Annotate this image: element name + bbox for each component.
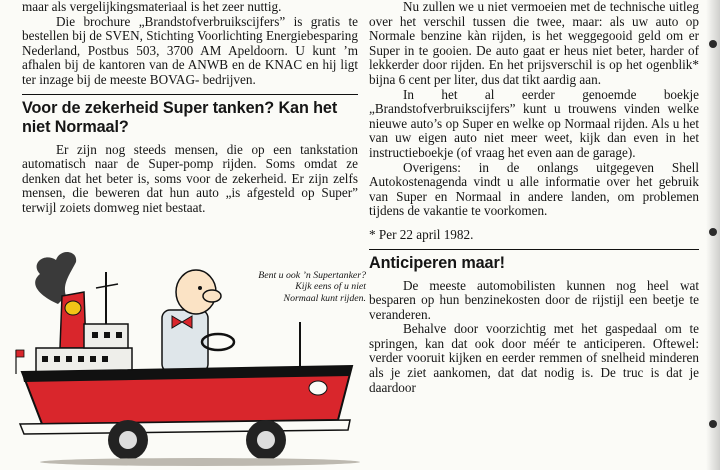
ship-funnel — [60, 292, 86, 348]
flag — [16, 350, 24, 357]
section-divider — [22, 94, 358, 95]
right-paragraph-3: Overigens: in de onlangs uitgegeven Shell Autokostenagenda vindt u alle informatie over het gebruik van Super en Normaal in andere landen, om problemen tijdens de vakantie te voorkomen. — [369, 159, 699, 219]
page-binding-edge — [706, 0, 720, 470]
right-paragraph-1: Nu zullen we u niet vermoeien met de technische uitleg over het verschil tussen die twee, maar: als uw auto op Normale benzine kàn rijden, is het weggegooid geld om er Super in te gooien. De auto gaat er heus niet beter, harder of lekkerder door rijden. En het prijsverschil is op het ogenblik* bijna 6 cent per liter, dus dat tikt aardig aan. — [369, 0, 699, 87]
punch-hole — [709, 420, 717, 428]
left-column — [22, 0, 358, 216]
section-divider-right — [369, 249, 699, 250]
anticiperen-paragraph-1: De meeste automobilisten kunnen nog heel wat besparen op hun benzinekosten door de rijstijl een beetje te veranderen. — [369, 277, 699, 322]
right-paragraph-2: In het al eerder genoemde boekje „Brandstofverbruikscijfers” kunt u trouwens vinden welke nieuwe auto’s op Super en welke op Normaal rijden. Als u het van uw eigen auto niet meer weet, kijk dan even in het instructieboekje (of vraag het even aan de garage). — [369, 86, 699, 160]
anticiperen-paragraph-2: Behalve door voorzichtig met het gaspedaal om te springen, kan dat ook door méér te anticiperen. Oftewel: verder vooruit kijken en eerder remmen of snelheid minderen als je ziet aankomen, dat dat nodig is. De truc is dat je daardoor — [369, 321, 699, 395]
heading-anticiperen: Anticiperen maar! — [369, 253, 505, 272]
cartoon-caption: Bent u ook ’n Supertanker? Kijk eens of u niet Normaal kunt rijden. — [258, 270, 366, 304]
driver-figure — [162, 270, 234, 372]
super-paragraph-1: Er zijn nog steeds mensen, die op een tankstation automatisch naar de Super-pomp rijden. Soms omdat ze denken dat het beter is, soms voor de zekerheid. Er zijn zelfs mensen, die beweren dat hun auto „is afgesteld op Super” terwijl zoiets domweg niet bestaat. — [22, 141, 358, 215]
punch-hole — [709, 40, 717, 48]
intro-paragraph-2: Die brochure „Brandstofverbruikscijfers” is gratis te bestellen bij de SVEN, Stichting Voorlichting Energiebesparing Nederland, Postbus 503, 3700 AM Apeldoorn. U kunt ’m afhalen bij de kantoren van de ANWB en de KNAC en hij ligt ter inzage bij de meeste BOVAG- bedrijven. — [22, 13, 358, 87]
right-column — [369, 0, 699, 395]
intro-paragraph-1: maar als vergelijkingsmateriaal is het zeer nuttig. — [22, 0, 282, 14]
heading-super-tanken: Voor de zekerheid Super tanken? Kan het niet Normaal? — [22, 98, 338, 136]
footnote: * Per 22 april 1982. — [369, 226, 474, 242]
punch-hole — [709, 228, 717, 236]
shell-logo — [65, 301, 81, 315]
